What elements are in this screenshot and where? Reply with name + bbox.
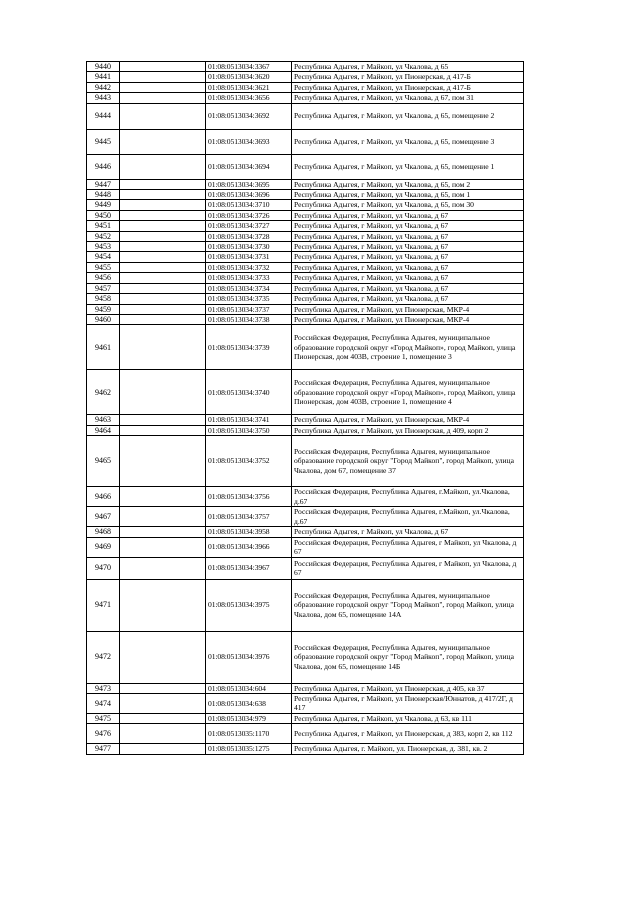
blank-cell [120, 273, 206, 283]
address: Республика Адыгея, г Майкоп, ул Чкалова, д 67, пом 31 [292, 93, 524, 103]
row-number: 9448 [87, 190, 120, 200]
table-row [87, 724, 524, 744]
cadastral-number: 01:08:0513034:3739 [206, 325, 292, 370]
table-row [87, 683, 524, 693]
cadastral-number: 01:08:0513034:3731 [206, 252, 292, 262]
row-number: 9454 [87, 252, 120, 262]
row-number: 9444 [87, 103, 120, 129]
row-number: 9455 [87, 262, 120, 272]
blank-cell [120, 93, 206, 103]
cadastral-number: 01:08:0513034:3750 [206, 425, 292, 435]
table-row [87, 713, 524, 723]
table-row [87, 325, 524, 370]
cadastral-number: 01:08:0513034:3738 [206, 314, 292, 324]
address: Российская Федерация, Республика Адыгея, муниципальное образование городской округ "Город Майкоп", город Майкоп, улица Чкалова, дом 65, помещение 14А [292, 579, 524, 631]
blank-cell [120, 154, 206, 179]
table-row [87, 283, 524, 293]
cadastral-number: 01:08:0513034:3732 [206, 262, 292, 272]
blank-cell [120, 179, 206, 189]
address: Республика Адыгея, г Майкоп, ул Чкалова, д 67 [292, 221, 524, 231]
blank-cell [120, 283, 206, 293]
blank-cell [120, 242, 206, 252]
address: Республика Адыгея, г Майкоп, ул Чкалова, д 65, пом 30 [292, 200, 524, 210]
registry-table [86, 61, 524, 755]
cadastral-number: 01:08:0513034:604 [206, 683, 292, 693]
table-row [87, 262, 524, 272]
table-row [87, 537, 524, 557]
cadastral-number: 01:08:0513034:3692 [206, 103, 292, 129]
address: Российская Федерация, Республика Адыгея, г Майкоп, ул Чкалова, д 67 [292, 537, 524, 557]
blank-cell [120, 527, 206, 537]
blank-cell [120, 210, 206, 220]
address: Республика Адыгея, г Майкоп, ул Чкалова, д 65, пом 2 [292, 179, 524, 189]
table-row [87, 190, 524, 200]
address: Республика Адыгея, г Майкоп, ул Чкалова, д 67 [292, 294, 524, 304]
cadastral-number: 01:08:0513034:3726 [206, 210, 292, 220]
table-row [87, 507, 524, 527]
cadastral-number: 01:08:0513034:3696 [206, 190, 292, 200]
blank-cell [120, 693, 206, 713]
table-row [87, 221, 524, 231]
blank-cell [120, 713, 206, 723]
address: Республика Адыгея, г Майкоп, ул Чкалова, д 67 [292, 527, 524, 537]
address: Российская Федерация, Республика Адыгея, муниципальное образование городской округ «Город Майкоп», город Майкоп, улица Пионерская, дом 403В, строение 1, помещение 4 [292, 370, 524, 415]
table-row [87, 179, 524, 189]
cadastral-number: 01:08:0513034:3656 [206, 93, 292, 103]
table-row [87, 72, 524, 82]
row-number: 9460 [87, 314, 120, 324]
address: Республика Адыгея, г Майкоп, ул Чкалова, д 65, помещение 1 [292, 154, 524, 179]
row-number: 9449 [87, 200, 120, 210]
row-number: 9453 [87, 242, 120, 252]
cadastral-number: 01:08:0513034:3975 [206, 579, 292, 631]
table-row [87, 425, 524, 435]
table-row [87, 527, 524, 537]
row-number: 9461 [87, 325, 120, 370]
blank-cell [120, 200, 206, 210]
address: Российская Федерация, Республика Адыгея, муниципальное образование городской округ «Город Майкоп», город Майкоп, улица Пионерская, дом 403В, строение 1, помещение 3 [292, 325, 524, 370]
table-row [87, 93, 524, 103]
cadastral-number: 01:08:0513034:3710 [206, 200, 292, 210]
cadastral-number: 01:08:0513034:979 [206, 713, 292, 723]
table-row [87, 304, 524, 314]
row-number: 9476 [87, 724, 120, 744]
address: Республика Адыгея, г Майкоп, ул Пионерская, д 409, корп 2 [292, 425, 524, 435]
blank-cell [120, 82, 206, 92]
blank-cell [120, 221, 206, 231]
table-row [87, 294, 524, 304]
table-row [87, 129, 524, 154]
address: Республика Адыгея, г Майкоп, ул Чкалова, д 65, помещение 3 [292, 129, 524, 154]
blank-cell [120, 507, 206, 527]
blank-cell [120, 314, 206, 324]
cadastral-number: 01:08:0513034:3966 [206, 537, 292, 557]
address: Российская Федерация, Республика Адыгея, г.Майкоп, ул.Чкалова, д.67 [292, 507, 524, 527]
address: Республика Адыгея, г Майкоп, ул Пионерская/Юннатов, д 417/2Г, д 417 [292, 693, 524, 713]
table-row [87, 487, 524, 507]
blank-cell [120, 683, 206, 693]
cadastral-number: 01:08:0513034:3728 [206, 231, 292, 241]
address: Российская Федерация, Республика Адыгея, муниципальное образование городской округ "Город Майкоп", город Майкоп, улица Чкалова, дом 67, помещение 37 [292, 436, 524, 487]
table-row [87, 62, 524, 72]
cadastral-number: 01:08:0513034:3740 [206, 370, 292, 415]
row-number: 9470 [87, 557, 120, 579]
address: Республика Адыгея, г Майкоп, ул Пионерская, д 405, кв 37 [292, 683, 524, 693]
row-number: 9450 [87, 210, 120, 220]
row-number: 9474 [87, 693, 120, 713]
registry-table-body [87, 62, 524, 755]
row-number: 9443 [87, 93, 120, 103]
row-number: 9462 [87, 370, 120, 415]
address: Российская Федерация, Республика Адыгея, муниципальное образование городской округ "Город Майкоп", город Майкоп, улица Чкалова, дом 65, помещение 14Б [292, 631, 524, 683]
cadastral-number: 01:08:0513034:3741 [206, 415, 292, 425]
cadastral-number: 01:08:0513034:638 [206, 693, 292, 713]
table-row [87, 103, 524, 129]
cadastral-number: 01:08:0513034:3958 [206, 527, 292, 537]
row-number: 9468 [87, 527, 120, 537]
blank-cell [120, 325, 206, 370]
cadastral-number: 01:08:0513035:1170 [206, 724, 292, 744]
table-row [87, 200, 524, 210]
cadastral-number: 01:08:0513034:3737 [206, 304, 292, 314]
address: Российская Федерация, Республика Адыгея, г Майкоп, ул Чкалова, д 67 [292, 557, 524, 579]
address: Республика Адыгея, г Майкоп, ул Чкалова, д 67 [292, 273, 524, 283]
row-number: 9457 [87, 283, 120, 293]
blank-cell [120, 294, 206, 304]
address: Республика Адыгея, г Майкоп, ул Пионерская, МКР-4 [292, 314, 524, 324]
blank-cell [120, 557, 206, 579]
blank-cell [120, 304, 206, 314]
blank-cell [120, 579, 206, 631]
row-number: 9473 [87, 683, 120, 693]
table-row [87, 370, 524, 415]
table-row [87, 242, 524, 252]
cadastral-number: 01:08:0513034:3752 [206, 436, 292, 487]
table-row [87, 744, 524, 754]
table-row [87, 415, 524, 425]
table-row [87, 557, 524, 579]
table-row [87, 273, 524, 283]
table-row [87, 314, 524, 324]
blank-cell [120, 262, 206, 272]
blank-cell [120, 190, 206, 200]
cadastral-number: 01:08:0513034:3621 [206, 82, 292, 92]
table-row [87, 231, 524, 241]
row-number: 9446 [87, 154, 120, 179]
row-number: 9441 [87, 72, 120, 82]
blank-cell [120, 370, 206, 415]
address: Республика Адыгея, г Майкоп, ул Чкалова, д 67 [292, 231, 524, 241]
address: Республика Адыгея, г Майкоп, ул Пионерская, д 417-Б [292, 72, 524, 82]
address: Республика Адыгея, г Майкоп, ул Пионерская, МКР-4 [292, 415, 524, 425]
blank-cell [120, 631, 206, 683]
cadastral-number: 01:08:0513034:3694 [206, 154, 292, 179]
address: Республика Адыгея, г Майкоп, ул Чкалова, д 65, пом 1 [292, 190, 524, 200]
cadastral-number: 01:08:0513034:3734 [206, 283, 292, 293]
row-number: 9469 [87, 537, 120, 557]
cadastral-number: 01:08:0513034:3976 [206, 631, 292, 683]
table-row [87, 252, 524, 262]
blank-cell [120, 103, 206, 129]
blank-cell [120, 425, 206, 435]
blank-cell [120, 231, 206, 241]
row-number: 9458 [87, 294, 120, 304]
cadastral-number: 01:08:0513034:3693 [206, 129, 292, 154]
address: Республика Адыгея, г Майкоп, ул Чкалова, д 67 [292, 262, 524, 272]
blank-cell [120, 537, 206, 557]
blank-cell [120, 724, 206, 744]
address: Республика Адыгея, г Майкоп, ул Чкалова, д 65 [292, 62, 524, 72]
table-row [87, 210, 524, 220]
blank-cell [120, 415, 206, 425]
cadastral-number: 01:08:0513034:3735 [206, 294, 292, 304]
row-number: 9445 [87, 129, 120, 154]
row-number: 9466 [87, 487, 120, 507]
table-row [87, 436, 524, 487]
row-number: 9467 [87, 507, 120, 527]
address: Республика Адыгея, г Майкоп, ул Чкалова, д 67 [292, 210, 524, 220]
cadastral-number: 01:08:0513034:3757 [206, 507, 292, 527]
address: Республика Адыгея, г. Майкоп, ул. Пионерская, д. 381, кв. 2 [292, 744, 524, 754]
row-number: 9459 [87, 304, 120, 314]
address: Республика Адыгея, г Майкоп, ул Чкалова, д 67 [292, 283, 524, 293]
address: Республика Адыгея, г Майкоп, ул Чкалова, д 63, кв 111 [292, 713, 524, 723]
blank-cell [120, 62, 206, 72]
table-row [87, 693, 524, 713]
blank-cell [120, 252, 206, 262]
row-number: 9452 [87, 231, 120, 241]
row-number: 9471 [87, 579, 120, 631]
row-number: 9465 [87, 436, 120, 487]
table-row [87, 579, 524, 631]
address: Республика Адыгея, г Майкоп, ул Чкалова, д 65, помещение 2 [292, 103, 524, 129]
row-number: 9456 [87, 273, 120, 283]
table-row [87, 154, 524, 179]
blank-cell [120, 744, 206, 754]
blank-cell [120, 436, 206, 487]
row-number: 9475 [87, 713, 120, 723]
table-row [87, 631, 524, 683]
cadastral-number: 01:08:0513034:3730 [206, 242, 292, 252]
row-number: 9442 [87, 82, 120, 92]
row-number: 9451 [87, 221, 120, 231]
address: Республика Адыгея, г Майкоп, ул Пионерская, МКР-4 [292, 304, 524, 314]
blank-cell [120, 72, 206, 82]
cadastral-number: 01:08:0513034:3756 [206, 487, 292, 507]
row-number: 9440 [87, 62, 120, 72]
row-number: 9477 [87, 744, 120, 754]
cadastral-number: 01:08:0513034:3695 [206, 179, 292, 189]
address: Республика Адыгея, г Майкоп, ул Пионерская, д 383, корп 2, кв 112 [292, 724, 524, 744]
cadastral-number: 01:08:0513034:3967 [206, 557, 292, 579]
address: Республика Адыгея, г Майкоп, ул Чкалова, д 67 [292, 252, 524, 262]
address: Российская Федерация, Республика Адыгея, г.Майкоп, ул.Чкалова, д.67 [292, 487, 524, 507]
blank-cell [120, 487, 206, 507]
row-number: 9472 [87, 631, 120, 683]
cadastral-number: 01:08:0513035:1275 [206, 744, 292, 754]
row-number: 9464 [87, 425, 120, 435]
row-number: 9463 [87, 415, 120, 425]
address: Республика Адыгея, г Майкоп, ул Чкалова, д 67 [292, 242, 524, 252]
blank-cell [120, 129, 206, 154]
row-number: 9447 [87, 179, 120, 189]
table-row [87, 82, 524, 92]
cadastral-number: 01:08:0513034:3620 [206, 72, 292, 82]
cadastral-number: 01:08:0513034:3367 [206, 62, 292, 72]
address: Республика Адыгея, г Майкоп, ул Пионерская, д 417-Б [292, 82, 524, 92]
cadastral-number: 01:08:0513034:3727 [206, 221, 292, 231]
cadastral-number: 01:08:0513034:3733 [206, 273, 292, 283]
